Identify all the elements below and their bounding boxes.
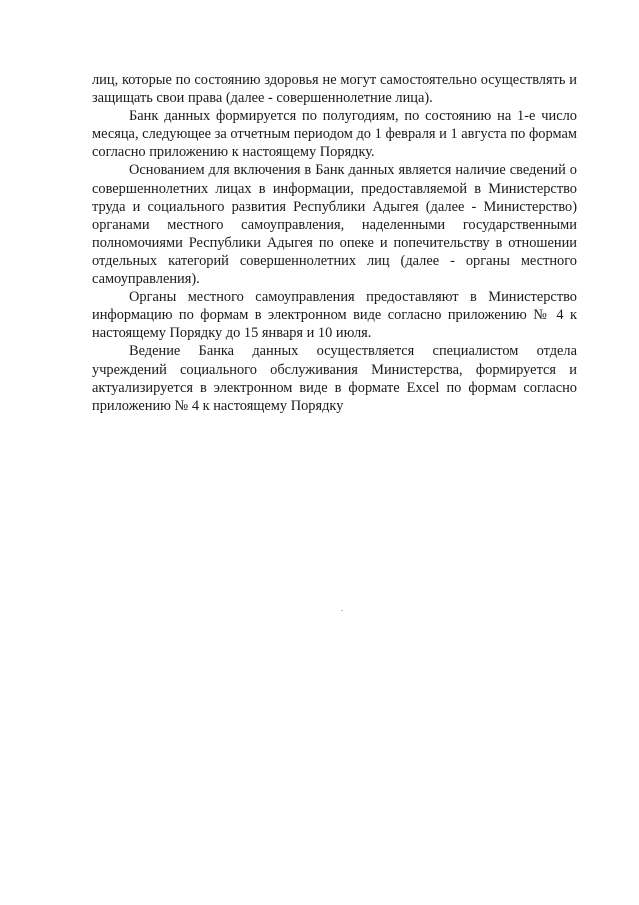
paragraph-continuation: лиц, которые по состоянию здоровья не могут самостоятельно осуществлять и защищать свои права (далее - совершеннолетние лица). xyxy=(92,72,577,107)
scan-speck xyxy=(341,610,343,611)
document-body xyxy=(92,71,577,415)
paragraph-local-authorities: Органы местного самоуправления предоставляют в Министерство информацию по формам в электронном виде согласно приложению № 4 к настоящему Порядку до 15 января и 10 июля. xyxy=(92,289,577,342)
paragraph-maintenance: Ведение Банка данных осуществляется специалистом отдела учреждений социального обслуживания Министерства, формируется и актуализируется в электронном виде в формате Excel по формам согласно приложению № 4 к настоящему Порядку xyxy=(92,343,577,414)
paragraph-formation: Банк данных формируется по полугодиям, по состоянию на 1-е число месяца, следующее за отчетным периодом до 1 февраля и 1 августа по формам согласно приложению к настоящему Порядку. xyxy=(92,108,577,161)
paragraph-basis: Основанием для включения в Банк данных является наличие сведений о совершеннолетних лицах в информации, предоставляемой в Министерство труда и социального развития Республики Адыгея (далее - Министерство) органами местного самоуправления, наделенными государственными полномочиями Республики Адыгея по опеке и попечительству в отношении отдельных категорий совершеннолетних лиц (далее - органы местного самоуправления). xyxy=(92,162,577,288)
